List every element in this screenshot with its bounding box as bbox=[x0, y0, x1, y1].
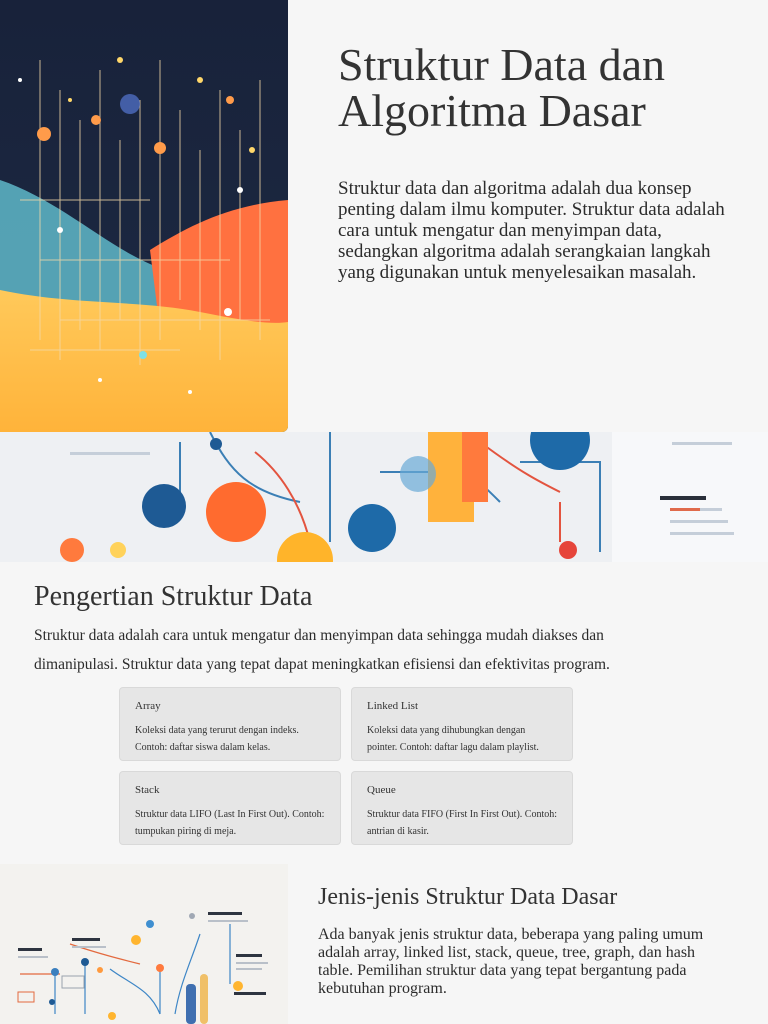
data-types-illustration bbox=[0, 864, 288, 1024]
card-title: Queue bbox=[367, 784, 396, 796]
section-title-types: Jenis-jenis Struktur Data Dasar bbox=[318, 884, 618, 910]
card-title: Linked List bbox=[367, 700, 419, 712]
page-title: Struktur Data dan Algoritma Dasar bbox=[338, 39, 666, 136]
intro-paragraph: Struktur data dan algoritma adalah dua konsep penting dalam ilmu komputer. Struktur data adalah cara untuk mengatur dan menyimpan data, sedangkan algoritma adalah serangkaian langkah yang digunakan untuk menyelesaikan masalah. bbox=[338, 178, 725, 283]
card-title: Array bbox=[135, 700, 161, 712]
definition-paragraph: Struktur data adalah cara untuk mengatur dan menyimpan data sehingga mudah diakses dan dimanipulasi. Struktur data yang tepat dapat meningkatkan efisiensi dan efektivitas program. bbox=[34, 627, 610, 673]
card-text: Struktur data LIFO (Last In First Out). Contoh: tumpukan piring di meja. bbox=[135, 809, 325, 837]
types-paragraph: Ada banyak jenis struktur data, beberapa yang paling umum adalah array, linked list, stack, queue, tree, graph, dan hash table. Pemilihan struktur data yang tepat bergantung pada kebutuhan program. bbox=[318, 926, 704, 997]
card-text: Koleksi data yang terurut dengan indeks. Contoh: daftar siswa dalam kelas. bbox=[135, 725, 299, 753]
card-text: Struktur data FIFO (First In First Out). Contoh: antrian di kasir. bbox=[367, 809, 558, 837]
card-stack bbox=[119, 771, 341, 845]
card-queue bbox=[351, 771, 573, 845]
data-structure-banner-image bbox=[0, 432, 768, 562]
card-title: Stack bbox=[135, 784, 160, 796]
card-linked-list bbox=[351, 687, 573, 761]
section-title-definition: Pengertian Struktur Data bbox=[34, 581, 313, 612]
card-array bbox=[119, 687, 341, 761]
hero-section bbox=[0, 0, 768, 432]
hero-illustration bbox=[0, 0, 288, 432]
card-text: Koleksi data yang dihubungkan dengan pointer. Contoh: daftar lagu dalam playlist. bbox=[367, 725, 539, 753]
